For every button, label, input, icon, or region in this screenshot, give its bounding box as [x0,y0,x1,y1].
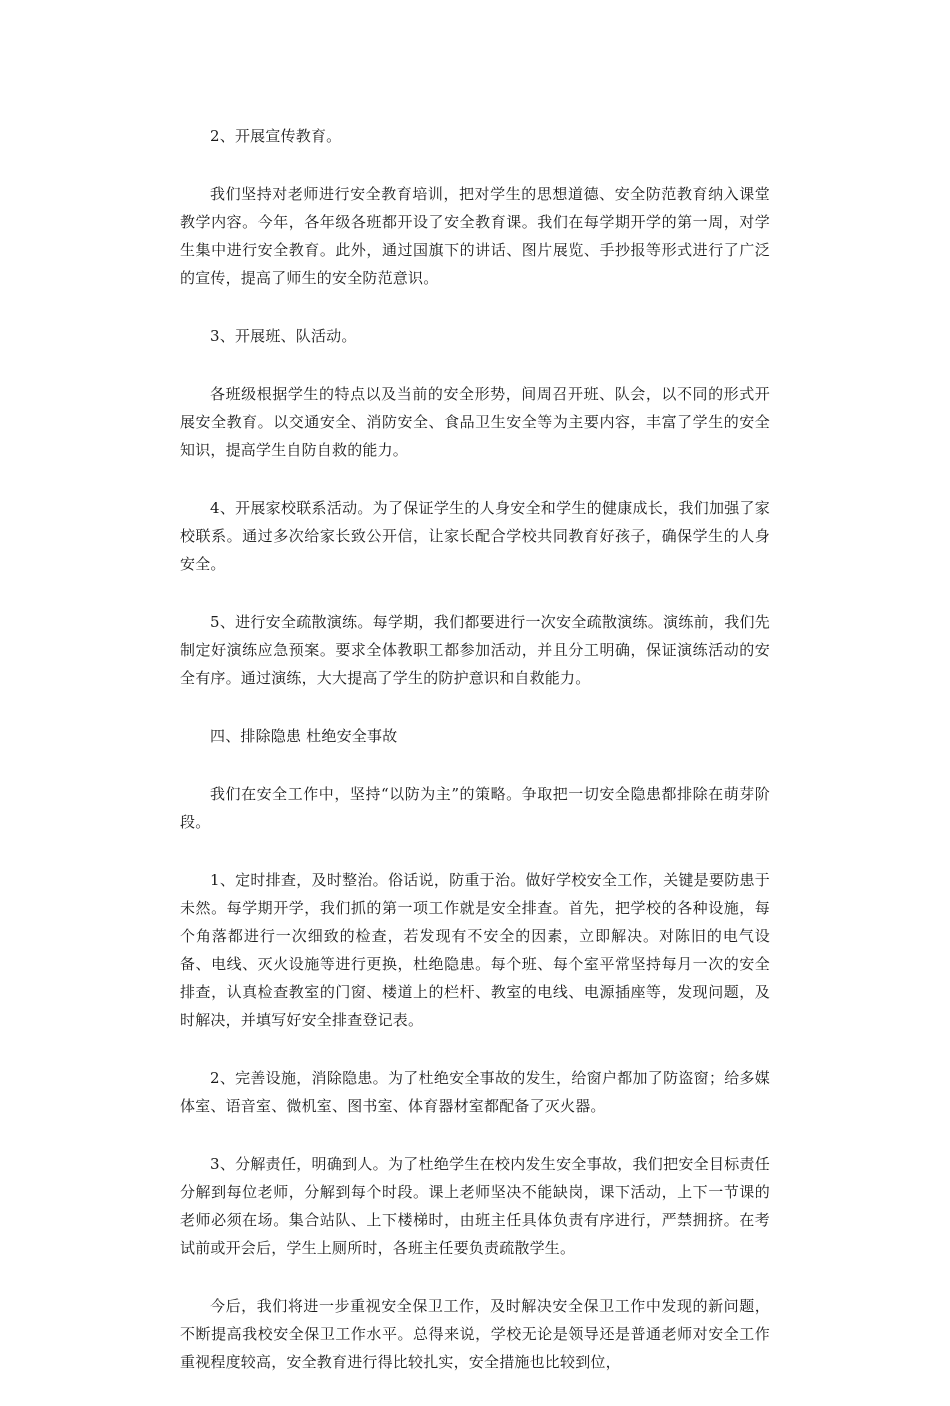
document-body [180,122,770,1406]
paragraph-future-outlook: 今后，我们将进一步重视安全保卫工作，及时解决安全保卫工作中发现的新问题，不断提高我校安全保卫工作水平。总得来说，学校无论是领导还是普通老师对安全工作重视程度较高，安全教育进行得比较扎实，安全措施也比较到位， [180,1297,770,1371]
section-heading-propaganda: 2、开展宣传教育。 [210,127,342,145]
paragraph-improve-facilities: 2、完善设施，消除隐患。为了杜绝安全事故的发生，给窗户都加了防盗窗；给多媒体室、语音室、微机室、图书室、体育器材室都配备了灭火器。 [180,1069,770,1115]
section-heading-class-activities: 3、开展班、队活动。 [210,327,357,345]
paragraph-regular-inspection: 1、定时排查，及时整治。俗话说，防重于治。做好学校安全工作，关键是要防患于未然。每学期开学，我们抓的第一项工作就是安全排查。首先，把学校的各种设施，每个角落都进行一次细致的检查，若发现有不安全的因素，立即解决。对陈旧的电气设备、电线、灭火设施等进行更换，杜绝隐患。每个班、每个室平常坚持每月一次的安全排查，认真检查教室的门窗、楼道上的栏杆、教室的电线、电源插座等，发现问题，及时解决，并填写好安全排查登记表。 [180,871,770,1029]
paragraph-class-activities-details: 各班级根据学生的特点以及当前的安全形势，间周召开班、队会，以不同的形式开展安全教育。以交通安全、消防安全、食品卫生安全等为主要内容，丰富了学生的安全知识，提高学生自防自救的能力。 [180,385,770,459]
paragraph-home-school-contact: 4、开展家校联系活动。为了保证学生的人身安全和学生的健康成长，我们加强了家校联系。通过多次给家长致公开信，让家长配合学校共同教育好孩子，确保学生的人身安全。 [180,499,770,573]
paragraph-evacuation-drill: 5、进行安全疏散演练。每学期，我们都要进行一次安全疏散演练。演练前，我们先制定好演练应急预案。要求全体教职工都参加活动，并且分工明确，保证演练活动的安全有序。通过演练，大大提高了学生的防护意识和自救能力。 [180,613,770,687]
paragraph-propaganda-details: 我们坚持对老师进行安全教育培训，把对学生的思想道德、安全防范教育纳入课堂教学内容。今年，各年级各班都开设了安全教育课。我们在每学期开学的第一周，对学生集中进行安全教育。此外，通过国旗下的讲话、图片展览、手抄报等形式进行了广泛的宣传，提高了师生的安全防范意识。 [180,185,770,287]
paragraph-prevention-strategy: 我们在安全工作中，坚持“以防为主”的策略。争取把一切安全隐患都排除在萌芽阶段。 [180,785,770,831]
section-heading-eliminate-hazards: 四、排除隐患 杜绝安全事故 [210,727,398,745]
paragraph-assign-responsibility: 3、分解责任，明确到人。为了杜绝学生在校内发生安全事故，我们把安全目标责任分解到每位老师，分解到每个时段。课上老师坚决不能缺岗，课下活动，上下一节课的老师必须在场。集合站队、上下楼梯时，由班主任具体负责有序进行，严禁拥挤。在考试前或开会后，学生上厕所时，各班主任要负责疏散学生。 [180,1155,770,1257]
